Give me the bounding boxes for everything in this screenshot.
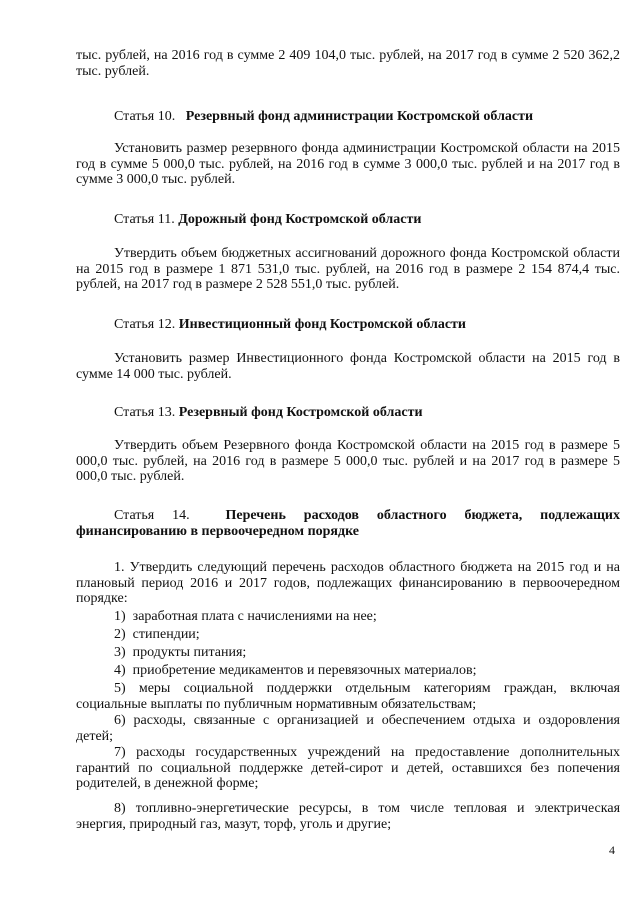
list-item-number: 8) — [114, 801, 126, 816]
list-item-7 — [76, 745, 620, 792]
list-item-text: стипендии; — [132, 627, 200, 642]
list-item-text: расходы государственных учреждений на предоставление дополнительных гарантий по социальной поддержке детей-сирот и детей, оставшихся без попечения родителей, в денежной форме; — [76, 745, 620, 791]
list-item-number: 3) — [114, 645, 126, 660]
article-11-title: Дорожный фонд Костромской области — [178, 212, 422, 227]
article-10-body: Установить размер резервного фонда администрации Костромской области на 2015 год в сумме 5 000,0 тыс. рублей, на 2016 год в сумме 3 000,0 тыс. рублей и на 2017 год в сумме 3 000,0 тыс. рублей. — [76, 141, 620, 187]
list-item-1 — [76, 609, 620, 625]
paragraph-continuation: тыс. рублей, на 2016 год в сумме 2 409 104,0 тыс. рублей, на 2017 год в сумме 2 520 362,2 тыс. рублей. — [76, 48, 620, 79]
article-14-number: Статья 14. — [114, 508, 190, 523]
list-item-number: 7) — [114, 745, 126, 760]
article-14-title: Перечень расходов областного бюджета, подлежащих финансированию в первоочередном порядке — [76, 508, 620, 539]
list-item-text: топливно-энергетические ресурсы, в том числе тепловая и электрическая энергия, природный газ, мазут, торф, уголь и другие; — [76, 801, 621, 832]
page-number: 4 — [609, 843, 615, 857]
article-12-number: Статья 12. — [114, 317, 176, 332]
list-item-6 — [76, 713, 620, 744]
article-10-number: Статья 10. — [114, 109, 176, 124]
list-item-text: расходы, связанные с организацией и обеспечением отдыха и оздоровления детей; — [76, 713, 620, 744]
article-11-heading — [76, 212, 620, 228]
list-item-3 — [76, 645, 620, 661]
article-11-body: Утвердить объем бюджетных ассигнований дорожного фонда Костромской области на 2015 год в размере 1 871 531,0 тыс. рублей, на 2016 год в размере 2 154 874,4 тыс. рублей, на 2017 год в размере 2 528 551,0 тыс. рублей. — [76, 246, 620, 292]
list-item-number: 1) — [114, 609, 126, 624]
list-item-text: меры социальной поддержки отдельным категориям граждан, включая социальные выплаты по публичным нормативным обязательствам; — [76, 681, 620, 712]
list-item-2 — [76, 627, 620, 643]
article-12-title: Инвестиционный фонд Костромской области — [178, 317, 467, 332]
article-12-body: Установить размер Инвестиционного фонда Костромской области на 2015 год в сумме 14 000 тыс. рублей. — [76, 351, 620, 382]
article-12-heading — [76, 317, 620, 333]
list-item-text: продукты питания; — [132, 645, 247, 660]
article-10-title: Резервный фонд администрации Костромской области — [185, 109, 534, 124]
list-item-8 — [76, 801, 620, 832]
list-item-number: 2) — [114, 627, 126, 642]
article-10-heading — [76, 109, 620, 125]
article-14-heading — [76, 508, 620, 539]
article-13-number: Статья 13. — [114, 405, 176, 420]
list-item-text: приобретение медикаментов и перевязочных материалов; — [132, 663, 477, 678]
article-13-heading — [76, 405, 620, 421]
list-item-number: 5) — [114, 681, 126, 696]
list-item-number: 4) — [114, 663, 126, 678]
list-item-text: заработная плата с начислениями на нее; — [132, 609, 377, 624]
article-13-body: Утвердить объем Резервного фонда Костромской области на 2015 год в размере 5 000,0 тыс. рублей, на 2016 год в размере 5 000,0 тыс. рублей и на 2017 год в размере 5 000,0 тыс. рублей. — [76, 438, 620, 484]
article-11-number: Статья 11. — [114, 212, 175, 227]
list-item-5 — [76, 681, 620, 712]
list-item-4 — [76, 663, 620, 679]
article-13-title: Резервный фонд Костромской области — [178, 405, 423, 420]
article-14-intro: 1. Утвердить следующий перечень расходов областного бюджета на 2015 год и на плановый период 2016 и 2017 годов, подлежащих финансированию в первоочередном порядке: — [76, 560, 620, 606]
list-item-number: 6) — [114, 713, 126, 728]
